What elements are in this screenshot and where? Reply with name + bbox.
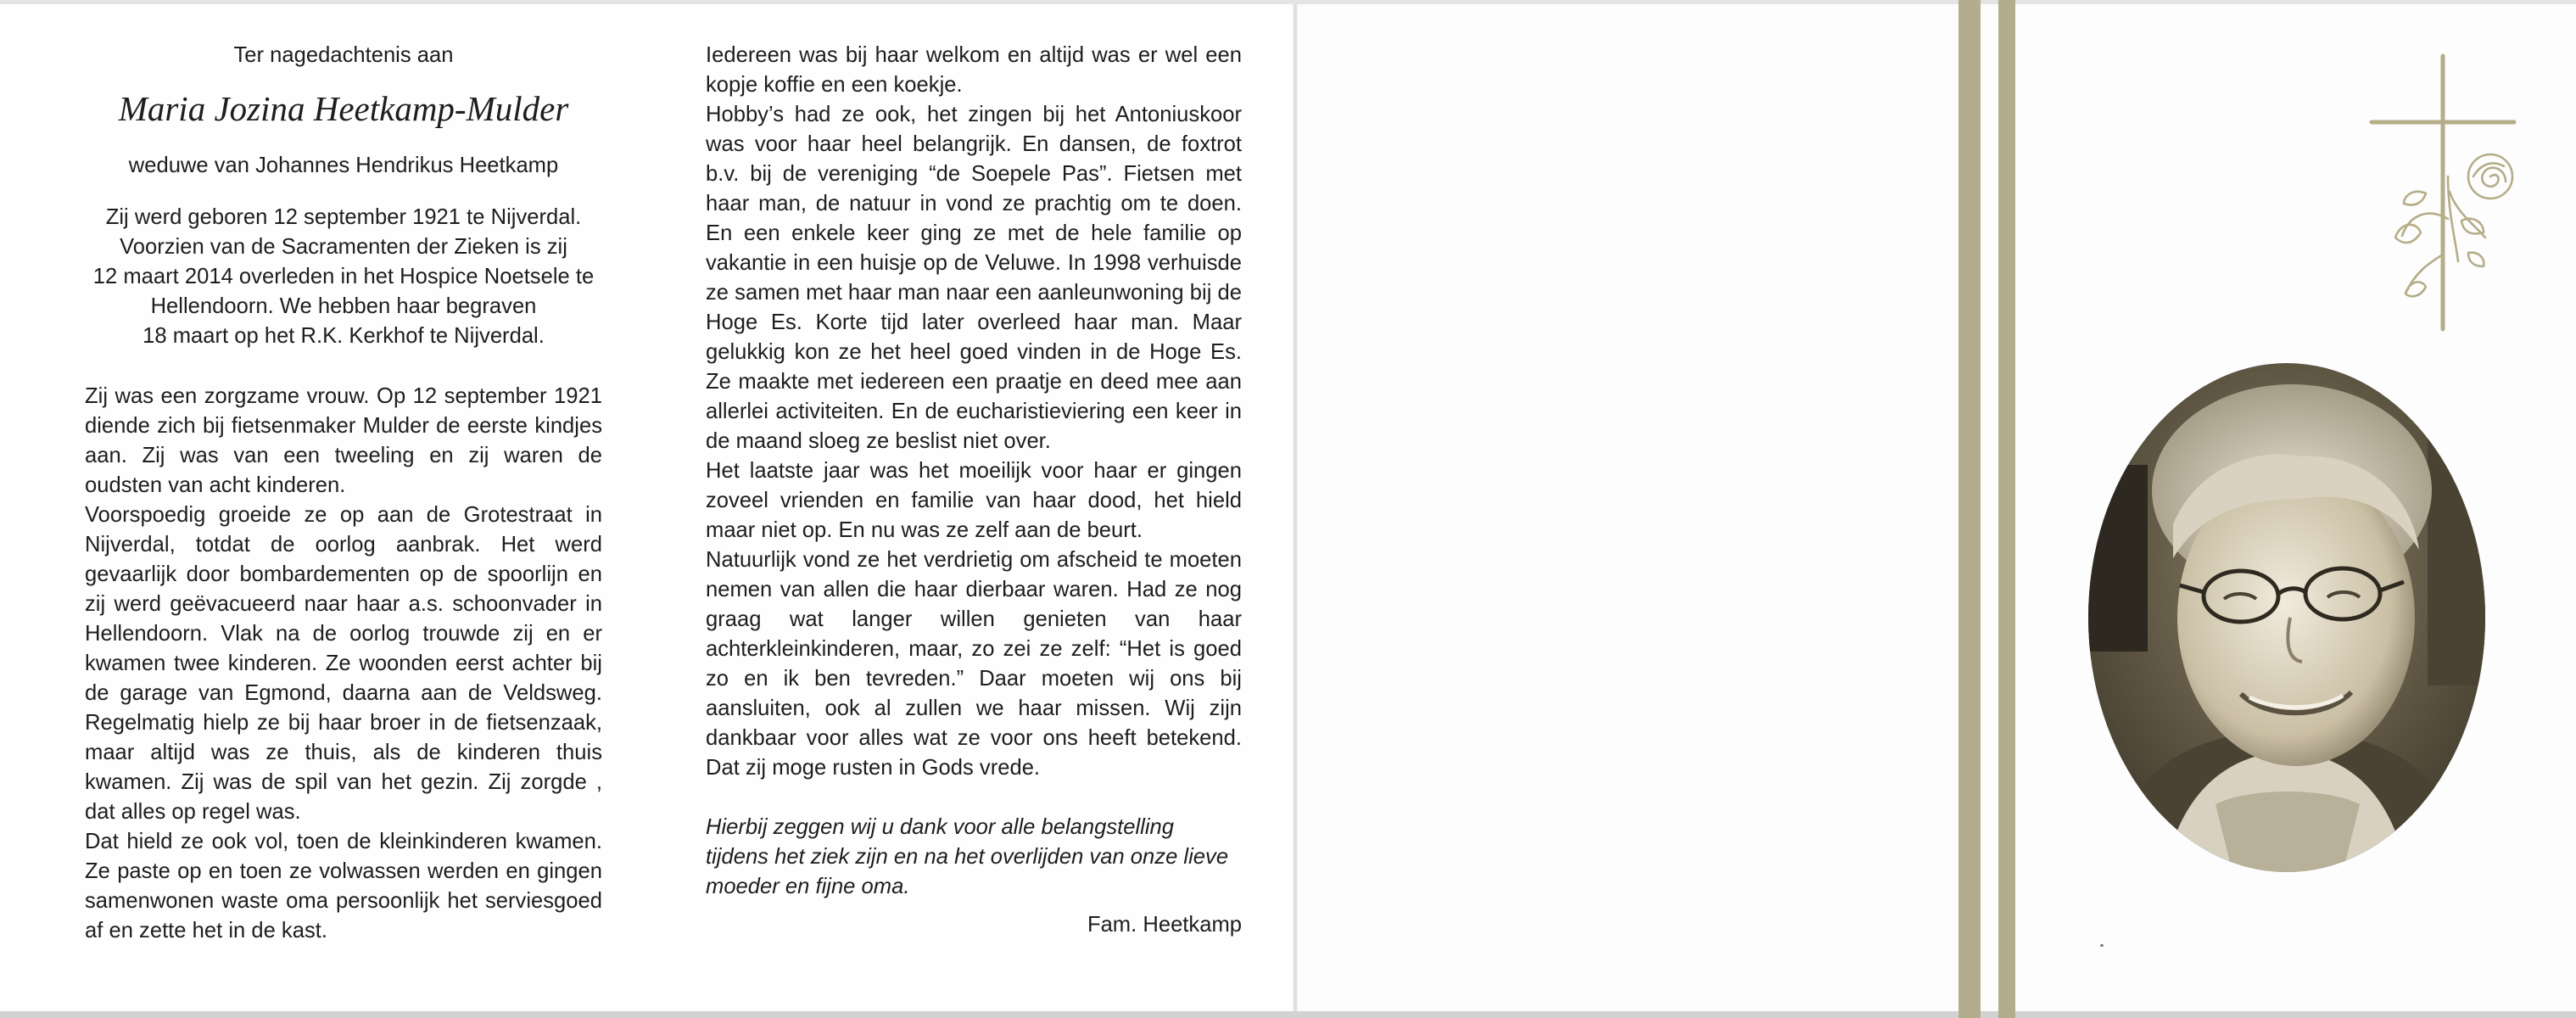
family-signature: Fam. Heetkamp: [1087, 913, 1242, 937]
text-column-left: [85, 41, 602, 946]
detail-line: Voorzien van de Sacramenten der Zieken is zij: [120, 235, 567, 259]
detail-line: Hellendoorn. We hebben haar begraven: [150, 294, 537, 318]
life-details: [85, 203, 602, 351]
scan-speck: [2100, 944, 2104, 947]
detail-line: 18 maart op het R.K. Kerkhof te Nijverdal.: [142, 324, 545, 348]
decorative-stripe: [1998, 0, 2015, 1018]
deceased-name: Maria Jozina Heetkamp-Mulder: [118, 89, 569, 128]
widow-of: weduwe van Johannes Hendrikus Heetkamp: [128, 154, 559, 177]
thanks-note: Hierbij zeggen wij u dank voor alle belangstelling tijdens het ziek zijn en na het overlijden van onze lieve moeder en fijne oma.: [706, 815, 1229, 898]
biography-paragraph: Dat hield ze ook vol, toen de kleinkinderen kwamen. Ze paste op en toen ze volwassen werden en gingen samenwonen waste oma persoonlijk het serviesgoed af en zette het in de kast.: [85, 830, 602, 942]
scan-edge-bottom: [0, 1011, 2576, 1018]
biography-paragraph: Het laatste jaar was het moeilijk voor haar er gingen zoveel vrienden en familie van haar dood, het hield maar niet op. En nu was ze zelf aan de beurt.: [706, 459, 1242, 542]
text-column-right: [706, 41, 1242, 940]
card-fold: [1293, 0, 1298, 1018]
biography-paragraph: Zij was een zorgzame vrouw. Op 12 september 1921 diende zich bij fietsenmaker Mulder de eerste kindjes aan. Zij was van een tweeling en zij waren de oudsten van acht kinderen.: [85, 384, 602, 497]
cross-with-rose-icon: [2366, 49, 2519, 338]
detail-line: Zij werd geboren 12 september 1921 te Nijverdal.: [105, 205, 582, 229]
decorative-stripe: [1959, 0, 1981, 1018]
biography-paragraph: Voorspoedig groeide ze op aan de Grotestraat in Nijverdal, totdat de oorlog aanbrak. Het werd gevaarlijk door bombardementen op de spoorlijn en zij werd geëvacueerd naar haar a.s. schoonvader in Hellendoorn. Vlak na de oorlog trouwde zij en er kwamen twee kinderen. Ze woonden eerst achter bij de garage van Egmond, daarna aan de Veldsweg. Regelmatig hielp ze bij haar broer in de fietsenzaak, maar altijd was ze thuis, als de kinderen thuis kwamen. Zij was de spil van het gezin. Zij zorgde , dat alles op regel was.: [85, 503, 602, 824]
portrait-photo: [2088, 363, 2485, 872]
biography-paragraph: Natuurlijk vond ze het verdrietig om afscheid te moeten nemen van allen die haar dierbaar waren. Had ze nog graag wat langer willen genieten van haar achterkleinkinderen, maar, zo zei ze zelf: “Het is goed zo en ik ben tevreden.” Daar moeten wij ons bij aansluiten, ook al zullen we haar missen. Wij zijn dankbaar voor alles wat ze voor ons heeft betekend. Dat zij moge rusten in Gods vrede.: [706, 548, 1242, 780]
biography-paragraph: Iedereen was bij haar welkom en altijd was er wel een kopje koffie en een koekje.: [706, 43, 1242, 97]
detail-line: 12 maart 2014 overleden in het Hospice Noetsele te: [92, 265, 595, 288]
scan-edge-top: [0, 0, 2576, 4]
biography-paragraph: Hobby’s had ze ook, het zingen bij het Antoniuskoor was voor haar heel belangrijk. En dansen, de foxtrot b.v. bij de vereniging “de Soepele Pas”. Fietsen met haar man, de natuur in vond ze prachtig om te doen. En een enkele keer ging ze met de hele familie op vakantie in een huisje op de Veluwe. In 1998 verhuisde ze samen met haar man naar een aanleunwoning bij de Hoge Es. Korte tijd later overleed haar man. Maar gelukkig kon ze het heel goed vinden in de Hoge Es. Ze maakte met iedereen een praatje en deed mee aan allerlei activiteiten. En de eucharistieviering een keer in de maand sloeg ze beslist niet over.: [706, 103, 1242, 453]
memorial-intro: Ter nagedachtenis aan: [233, 43, 454, 67]
